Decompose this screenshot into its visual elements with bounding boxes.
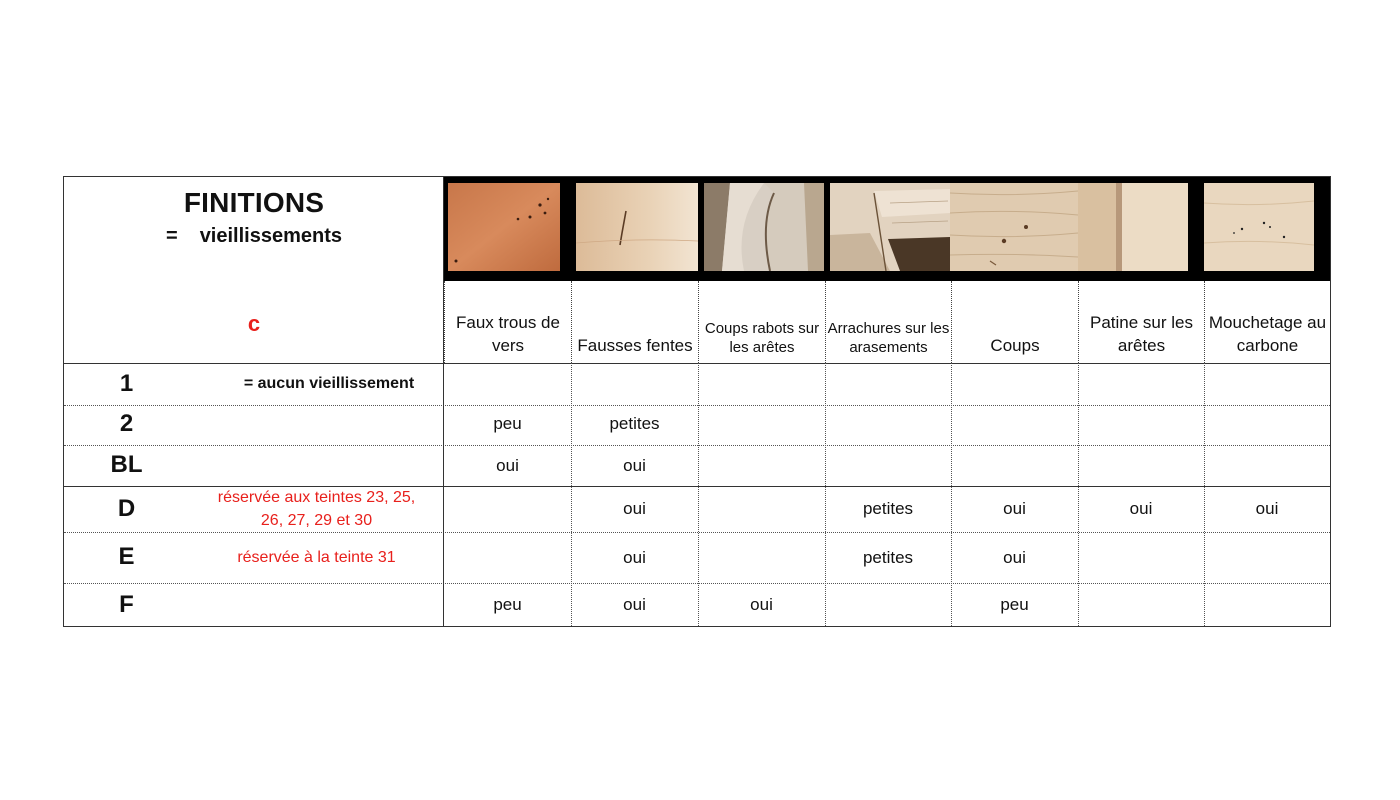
column-header-coups-rabots: Coups rabots sur les arêtes bbox=[698, 281, 825, 363]
photo-faux-trous-de-vers bbox=[448, 183, 560, 271]
column-header-fausses-fentes: Fausses fentes bbox=[571, 281, 698, 363]
header-separator bbox=[64, 363, 1330, 364]
cell-f-faux-trous: peu bbox=[493, 595, 522, 614]
row-note-1: = aucun vieillissement bbox=[243, 375, 415, 392]
cell-f-fausses-fentes: oui bbox=[623, 595, 646, 614]
cell-d-mouchetage: oui bbox=[1255, 499, 1279, 518]
row-note-d-line2: 26, 27, 29 et 30 bbox=[260, 512, 373, 529]
cell-bl-faux-trous: oui bbox=[496, 456, 519, 475]
photo-coups bbox=[950, 183, 1078, 271]
column-separator bbox=[1078, 363, 1079, 626]
cell-d-patine: oui bbox=[1129, 499, 1153, 518]
cell-e-coups: oui bbox=[1003, 548, 1026, 567]
row-code-1: 1 bbox=[119, 370, 134, 397]
column-header-coups: Coups bbox=[951, 281, 1078, 363]
photo-mouchetage bbox=[1204, 183, 1314, 271]
row-separator bbox=[64, 486, 1330, 487]
photo-patine bbox=[1078, 183, 1188, 271]
row-code-2: 2 bbox=[119, 410, 134, 437]
row-separator bbox=[64, 405, 1330, 406]
column-header-arrachures: Arrachures sur les arasements bbox=[825, 281, 951, 363]
finitions-table bbox=[63, 176, 1331, 627]
row-code-d: D bbox=[117, 495, 136, 522]
sample-photo-band bbox=[444, 177, 1330, 281]
cell-bl-fausses-fentes: oui bbox=[623, 456, 646, 475]
row-separator bbox=[64, 445, 1330, 446]
column-separator bbox=[571, 363, 572, 626]
row-note-e: réservée à la teinte 31 bbox=[237, 549, 396, 566]
table-title: FINITIONS bbox=[183, 187, 325, 218]
cell-2-fausses-fentes: petites bbox=[609, 414, 660, 433]
photo-fausses-fentes bbox=[576, 183, 698, 271]
row-code-e: E bbox=[118, 543, 135, 570]
column-separator bbox=[951, 363, 952, 626]
column-header-mouchetage: Mouchetage au carbone bbox=[1204, 281, 1330, 363]
cell-e-fausses-fentes: oui bbox=[623, 548, 646, 567]
row-separator bbox=[64, 532, 1330, 533]
cell-d-coups: oui bbox=[1003, 499, 1026, 518]
column-header-faux-trous: Faux trous de vers bbox=[444, 281, 571, 363]
column-separator bbox=[698, 363, 699, 626]
subtitle-equals: = bbox=[166, 225, 178, 247]
cell-d-fausses-fentes: oui bbox=[623, 499, 646, 518]
subtitle-text: vieillissements bbox=[199, 225, 342, 247]
row-code-bl: BL bbox=[110, 451, 143, 478]
photo-coups-rabots bbox=[704, 183, 824, 271]
row-separator bbox=[64, 583, 1330, 584]
cell-d-arrachures: petites bbox=[862, 499, 914, 518]
column-header-patine: Patine sur les arêtes bbox=[1078, 281, 1204, 363]
photo-arrachures bbox=[830, 183, 950, 271]
row-code-f: F bbox=[119, 591, 134, 618]
column-separator bbox=[825, 363, 826, 626]
cell-f-coups: peu bbox=[1000, 595, 1029, 614]
cell-e-arrachures: petites bbox=[862, 548, 914, 567]
table-subtitle bbox=[64, 225, 444, 248]
row-note-d-line1: réservée aux teintes 23, 25, bbox=[217, 489, 416, 506]
column-separator bbox=[443, 363, 444, 626]
code-label: c bbox=[247, 311, 261, 336]
cell-f-coups-rabots: oui bbox=[750, 595, 773, 614]
cell-2-faux-trous: peu bbox=[493, 414, 522, 433]
title-block bbox=[64, 177, 444, 363]
column-separator bbox=[1204, 363, 1205, 626]
